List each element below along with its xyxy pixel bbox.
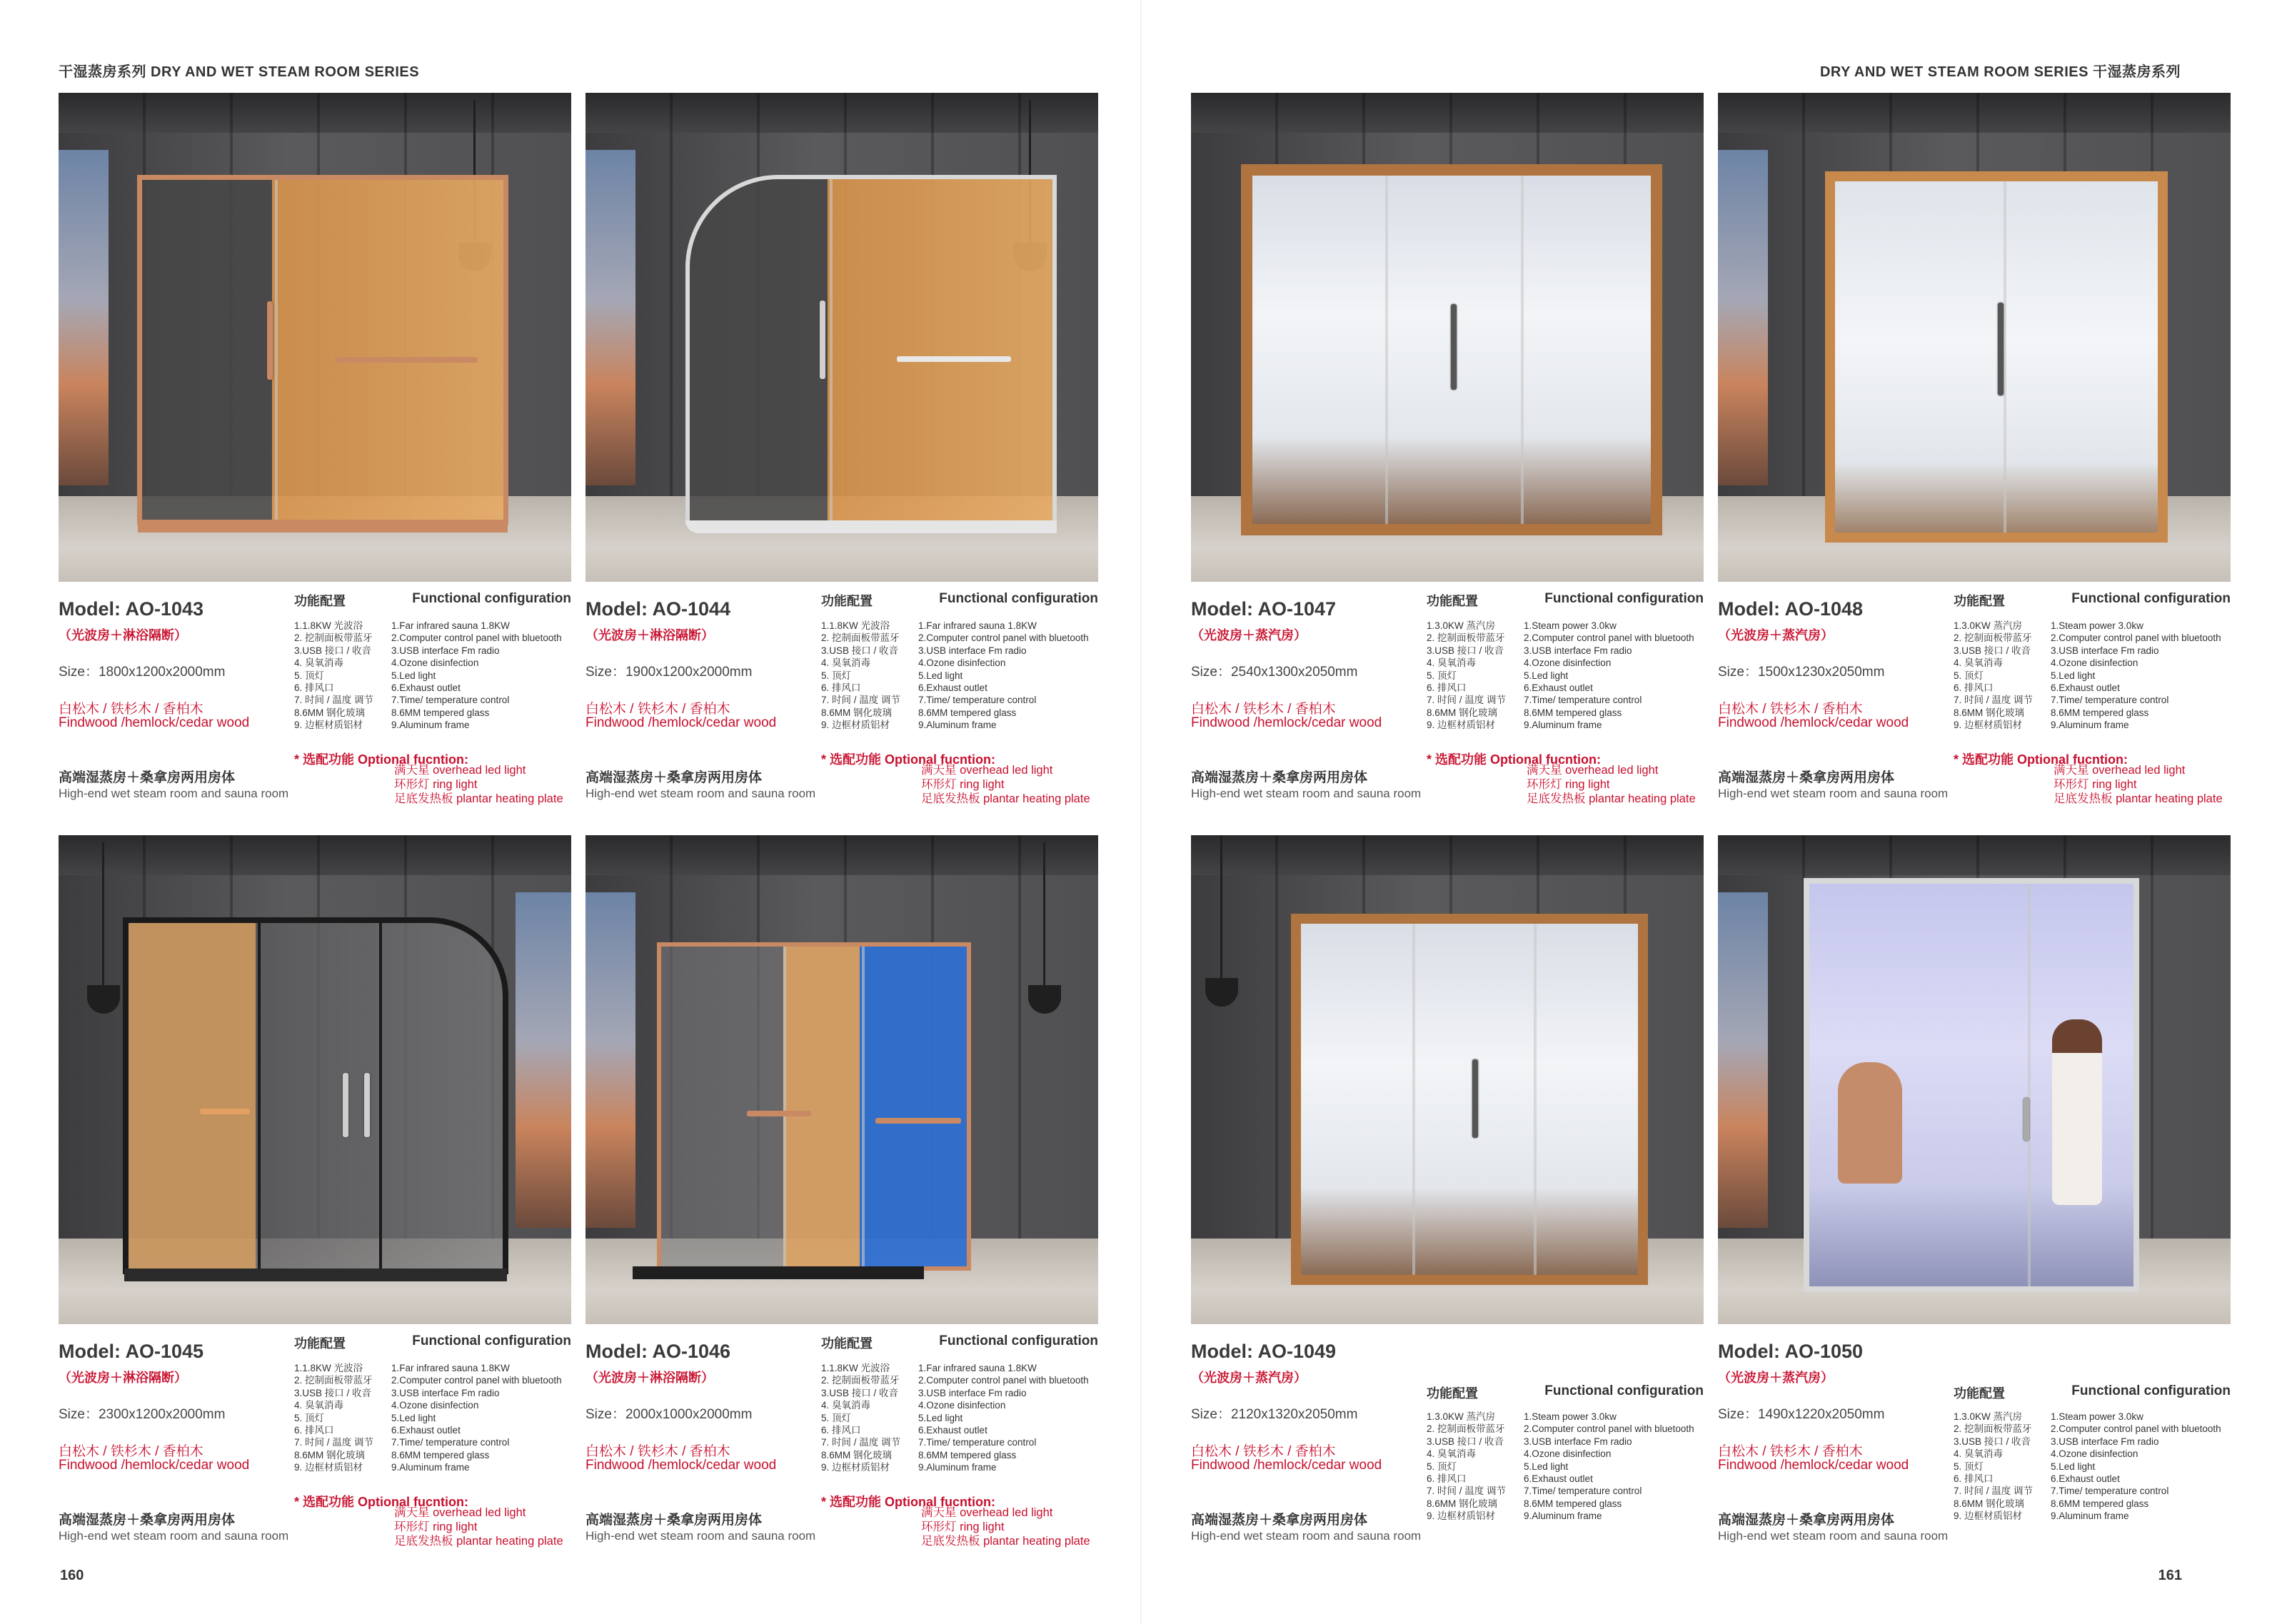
config-item: 4. 臭氧消毒: [294, 657, 344, 669]
wood-options-cn: 白松木 / 铁杉木 / 香柏木: [585, 702, 730, 717]
optional-list: [2054, 764, 2223, 806]
config-item: 7.Time/ temperature control: [2051, 1486, 2169, 1497]
config-item: 9. 边框材质铝材: [294, 1462, 363, 1473]
optional-item: 足底发热板 plantar heating plate: [394, 1534, 563, 1548]
config-item: 1.1.8KW 光波浴: [821, 620, 890, 631]
model-type: （光波房＋淋浴隔断）: [59, 628, 187, 642]
wood-options-cn: 白松木 / 铁杉木 / 香柏木: [1718, 1444, 1863, 1459]
optional-item: 环形灯 ring light: [1527, 777, 1610, 791]
optional-item: 环形灯 ring light: [394, 1520, 478, 1533]
product-card-ao-1044: [585, 93, 1098, 807]
model-title: Model: AO-1050: [1718, 1341, 1864, 1362]
wood-options-cn: 白松木 / 铁杉木 / 香柏木: [1191, 1444, 1336, 1459]
config-heading-cn: 功能配置: [1954, 1386, 2005, 1401]
room-type-cn: 高端湿蒸房＋桑拿房两用房体: [1191, 1513, 1368, 1528]
product-size: Size：1500x1230x2050mm: [1718, 665, 1885, 680]
config-item: 2.Computer control panel with bluetooth: [2051, 1423, 2221, 1435]
config-heading-cn: 功能配置: [294, 1336, 346, 1351]
config-item: 4. 臭氧消毒: [1954, 1448, 2004, 1460]
wood-options-cn: 白松木 / 铁杉木 / 香柏木: [59, 1444, 203, 1459]
wood-options-en: Findwood /hemlock/cedar wood: [1718, 715, 1909, 730]
config-heading-en: Functional configuration: [1544, 591, 1704, 606]
config-item: 1.1.8KW 光波浴: [821, 1363, 890, 1373]
config-item: 6. 排风口: [294, 682, 334, 694]
config-item: 5. 顶灯: [1954, 1461, 1984, 1472]
page-number: 160: [60, 1568, 84, 1583]
config-item: 6.Exhaust outlet: [1524, 682, 1593, 694]
optional-item: 足底发热板 plantar heating plate: [921, 1534, 1090, 1548]
optional-heading: * 选配功能 Optional fucntion:: [821, 752, 995, 767]
optional-list: [1527, 764, 1696, 806]
config-heading-en: Functional configuration: [2071, 1383, 2231, 1398]
config-list-cn: [1954, 1411, 2033, 1523]
config-item: 4.Ozone disinfection: [1524, 657, 1612, 669]
config-item: 3.USB interface Fm radio: [2051, 1436, 2159, 1447]
optional-item: 足底发热板 plantar heating plate: [394, 792, 563, 805]
config-item: 1.3.0KW 蒸汽房: [1954, 1411, 2023, 1422]
config-heading-en: Functional configuration: [412, 591, 571, 606]
person-figure: [2052, 1019, 2102, 1205]
product-card-ao-1049: [1191, 835, 1704, 1549]
config-item: 7. 时间 / 温度 调节: [821, 1437, 901, 1448]
config-item: 7.Time/ temperature control: [1524, 1486, 1642, 1497]
product-size: Size：2000x1000x2000mm: [585, 1407, 753, 1422]
optional-heading: * 选配功能 Optional fucntion:: [294, 752, 468, 767]
model-title: Model: AO-1043: [59, 598, 204, 620]
config-heading-en: Functional configuration: [2071, 591, 2231, 606]
config-list-cn: [1954, 620, 2033, 732]
config-item: 6. 排风口: [1427, 682, 1467, 694]
config-item: 8.6MM tempered glass: [1524, 1498, 1622, 1509]
optional-heading: * 选配功能 Optional fucntion:: [1427, 752, 1601, 767]
optional-item: 环形灯 ring light: [2054, 777, 2137, 791]
config-item: 3.USB 接口 / 收音: [821, 645, 899, 656]
page-right: [1141, 0, 2282, 1624]
config-list-cn: [294, 620, 373, 732]
config-list-en: [918, 1362, 1089, 1474]
product-photo: [1718, 93, 2231, 582]
config-item: 6.Exhaust outlet: [2051, 682, 2120, 694]
person-figure: [1838, 1062, 1902, 1184]
config-item: 8.6MM 钢化玻璃: [294, 1449, 366, 1461]
config-item: 9. 边框材质铝材: [1427, 720, 1496, 731]
config-item: 2.Computer control panel with bluetooth: [1524, 632, 1694, 644]
config-list-cn: [821, 1362, 900, 1474]
config-item: 8.6MM 钢化玻璃: [1427, 707, 1498, 718]
config-item: 4.Ozone disinfection: [2051, 1448, 2138, 1460]
config-item: 9.Aluminum frame: [2051, 1510, 2129, 1522]
config-item: 1.Steam power 3.0kw: [1524, 620, 1617, 631]
wood-options-en: Findwood /hemlock/cedar wood: [59, 1458, 250, 1473]
room-type-cn: 高端湿蒸房＋桑拿房两用房体: [59, 1513, 236, 1528]
config-item: 4.Ozone disinfection: [391, 657, 479, 669]
config-item: 2.Computer control panel with bluetooth: [391, 632, 562, 644]
config-item: 1.Far infrared sauna 1.8KW: [391, 1363, 510, 1373]
product-photo: [59, 835, 571, 1324]
optional-item: 满天星 overhead led light: [921, 764, 1053, 777]
config-item: 4.Ozone disinfection: [2051, 657, 2138, 669]
optional-heading: * 选配功能 Optional fucntion:: [821, 1495, 995, 1509]
config-item: 4. 臭氧消毒: [294, 1400, 344, 1411]
config-heading-cn: 功能配置: [294, 594, 346, 608]
config-item: 2. 挖制面板带蓝牙: [1954, 1423, 2032, 1435]
config-item: 5.Led light: [391, 670, 436, 681]
config-list-en: [1524, 1411, 1694, 1523]
config-item: 1.3.0KW 蒸汽房: [1954, 620, 2023, 631]
model-title: Model: AO-1046: [585, 1341, 731, 1362]
optional-list: [394, 1506, 563, 1548]
optional-heading: * 选配功能 Optional fucntion:: [1954, 752, 2128, 767]
model-title: Model: AO-1045: [59, 1341, 204, 1362]
product-card-ao-1047: [1191, 93, 1704, 807]
config-item: 5. 顶灯: [1427, 1461, 1457, 1472]
config-item: 5. 顶灯: [821, 1412, 852, 1423]
model-type: （光波房＋淋浴隔断）: [585, 628, 714, 642]
product-photo: [1191, 93, 1704, 582]
config-item: 3.USB interface Fm radio: [1524, 1436, 1632, 1447]
optional-item: 环形灯 ring light: [394, 777, 478, 791]
config-item: 2. 挖制面板带蓝牙: [1954, 632, 2032, 644]
room-type-cn: 高端湿蒸房＋桑拿房两用房体: [1718, 770, 1895, 785]
room-type-cn: 高端湿蒸房＋桑拿房两用房体: [585, 770, 763, 785]
config-item: 8.6MM tempered glass: [391, 707, 490, 718]
product-photo: [1718, 835, 2231, 1324]
config-item: 2. 挖制面板带蓝牙: [821, 632, 900, 644]
series-title: 干湿蒸房系列 DRY AND WET STEAM ROOM SERIES: [59, 64, 420, 80]
config-item: 8.6MM tempered glass: [2051, 707, 2149, 718]
model-type: （光波房＋淋浴隔断）: [59, 1371, 187, 1385]
config-item: 2. 挖制面板带蓝牙: [294, 632, 373, 644]
config-item: 3.USB interface Fm radio: [391, 645, 500, 656]
config-item: 9.Aluminum frame: [391, 1462, 470, 1473]
config-item: 2. 挖制面板带蓝牙: [1427, 1423, 1505, 1435]
config-item: 8.6MM tempered glass: [918, 1449, 1017, 1461]
config-item: 8.6MM 钢化玻璃: [1954, 707, 2025, 718]
model-title: Model: AO-1048: [1718, 598, 1864, 620]
config-item: 5.Led light: [1524, 670, 1569, 681]
config-item: 2.Computer control panel with bluetooth: [918, 1375, 1089, 1386]
optional-item: 足底发热板 plantar heating plate: [1527, 792, 1696, 805]
config-heading-en: Functional configuration: [1544, 1383, 1704, 1398]
config-item: 8.6MM tempered glass: [391, 1449, 490, 1461]
config-item: 5. 顶灯: [821, 670, 852, 681]
config-item: 5. 顶灯: [1427, 670, 1457, 681]
optional-list: [921, 1506, 1090, 1548]
config-item: 6. 排风口: [1954, 1473, 1994, 1485]
config-item: 4.Ozone disinfection: [918, 657, 1006, 669]
room-type-en: High-end wet steam room and sauna room: [1191, 787, 1422, 800]
config-item: 2.Computer control panel with bluetooth: [2051, 632, 2221, 644]
config-heading-cn: 功能配置: [821, 594, 873, 608]
config-item: 9. 边框材质铝材: [821, 1462, 890, 1473]
config-item: 4.Ozone disinfection: [918, 1400, 1006, 1411]
model-type: （光波房＋蒸汽房）: [1718, 628, 1834, 642]
config-heading-en: Functional configuration: [939, 591, 1098, 606]
room-type-en: High-end wet steam room and sauna room: [1718, 787, 1949, 800]
product-size: Size：2120x1320x2050mm: [1191, 1407, 1358, 1422]
config-item: 9. 边框材质铝材: [1954, 1510, 2023, 1522]
product-photo: [1191, 835, 1704, 1324]
config-item: 9.Aluminum frame: [918, 1462, 997, 1473]
config-item: 4. 臭氧消毒: [821, 1400, 871, 1411]
config-item: 6. 排风口: [821, 682, 861, 694]
wood-options-cn: 白松木 / 铁杉木 / 香柏木: [585, 1444, 730, 1459]
model-type: （光波房＋蒸汽房）: [1191, 1371, 1307, 1385]
config-item: 1.Far infrared sauna 1.8KW: [918, 620, 1037, 631]
config-item: 7. 时间 / 温度 调节: [1427, 695, 1507, 706]
wood-options-en: Findwood /hemlock/cedar wood: [585, 715, 777, 730]
room-type-en: High-end wet steam room and sauna room: [59, 1529, 289, 1543]
config-item: 9. 边框材质铝材: [821, 720, 890, 731]
config-item: 9. 边框材质铝材: [1954, 720, 2023, 731]
config-item: 8.6MM 钢化玻璃: [294, 707, 366, 718]
model-title: Model: AO-1044: [585, 598, 731, 620]
config-item: 7.Time/ temperature control: [918, 695, 1037, 706]
product-size: Size：1490x1220x2050mm: [1718, 1407, 1885, 1422]
room-type-en: High-end wet steam room and sauna room: [1718, 1529, 1949, 1543]
config-item: 1.1.8KW 光波浴: [294, 620, 363, 631]
config-heading-cn: 功能配置: [821, 1336, 873, 1351]
wood-options-cn: 白松木 / 铁杉木 / 香柏木: [1191, 702, 1336, 717]
optional-item: 足底发热板 plantar heating plate: [2054, 792, 2223, 805]
room-type-en: High-end wet steam room and sauna room: [585, 787, 816, 800]
wood-options-en: Findwood /hemlock/cedar wood: [1718, 1458, 1909, 1473]
optional-item: 足底发热板 plantar heating plate: [921, 792, 1090, 805]
config-item: 8.6MM tempered glass: [2051, 1498, 2149, 1509]
optional-heading: * 选配功能 Optional fucntion:: [294, 1495, 468, 1509]
config-heading-cn: 功能配置: [1427, 1386, 1478, 1401]
config-item: 6.Exhaust outlet: [1524, 1473, 1593, 1485]
room-type-en: High-end wet steam room and sauna room: [585, 1529, 816, 1543]
config-list-en: [391, 620, 562, 732]
product-size: Size：1800x1200x2000mm: [59, 665, 226, 680]
config-item: 8.6MM 钢化玻璃: [821, 1449, 893, 1461]
config-item: 1.Far infrared sauna 1.8KW: [918, 1363, 1037, 1373]
config-item: 7.Time/ temperature control: [918, 1437, 1037, 1448]
config-item: 6. 排风口: [1427, 1473, 1467, 1485]
config-item: 5.Led light: [2051, 670, 2096, 681]
product-card-ao-1045: [59, 835, 571, 1549]
room-type-cn: 高端湿蒸房＋桑拿房两用房体: [585, 1513, 763, 1528]
config-item: 3.USB 接口 / 收音: [821, 1387, 899, 1398]
config-list-en: [1524, 620, 1694, 732]
config-item: 6.Exhaust outlet: [918, 682, 987, 694]
config-item: 5.Led light: [918, 1412, 963, 1423]
product-photo: [59, 93, 571, 582]
optional-item: 满天星 overhead led light: [1527, 764, 1659, 777]
config-item: 7.Time/ temperature control: [1524, 695, 1642, 706]
config-item: 7. 时间 / 温度 调节: [294, 1437, 374, 1448]
config-item: 7. 时间 / 温度 调节: [1427, 1486, 1507, 1497]
config-item: 2.Computer control panel with bluetooth: [391, 1375, 562, 1386]
config-item: 7.Time/ temperature control: [391, 695, 510, 706]
config-item: 9. 边框材质铝材: [1427, 1510, 1496, 1522]
config-item: 5. 顶灯: [1954, 670, 1984, 681]
config-item: 9.Aluminum frame: [391, 720, 470, 731]
config-item: 2. 挖制面板带蓝牙: [294, 1375, 373, 1386]
config-item: 7. 时间 / 温度 调节: [1954, 1486, 2034, 1497]
config-list-en: [2051, 620, 2221, 732]
config-item: 1.Steam power 3.0kw: [1524, 1411, 1617, 1422]
config-item: 1.Steam power 3.0kw: [2051, 620, 2143, 631]
config-list-cn: [821, 620, 900, 732]
product-size: Size：2540x1300x2050mm: [1191, 665, 1358, 680]
config-item: 9.Aluminum frame: [1524, 720, 1602, 731]
config-item: 1.3.0KW 蒸汽房: [1427, 1411, 1496, 1422]
product-card-ao-1043: [59, 93, 571, 807]
config-item: 8.6MM 钢化玻璃: [1954, 1498, 2025, 1509]
config-item: 1.1.8KW 光波浴: [294, 1363, 363, 1373]
optional-item: 满天星 overhead led light: [921, 1506, 1053, 1519]
config-item: 8.6MM tempered glass: [1524, 707, 1622, 718]
config-item: 7.Time/ temperature control: [391, 1437, 510, 1448]
config-item: 7. 时间 / 温度 调节: [821, 695, 901, 706]
model-type: （光波房＋淋浴隔断）: [585, 1371, 714, 1385]
optional-item: 环形灯 ring light: [921, 777, 1005, 791]
wood-options-en: Findwood /hemlock/cedar wood: [1191, 715, 1382, 730]
wood-options-cn: 白松木 / 铁杉木 / 香柏木: [59, 702, 203, 717]
config-item: 5. 顶灯: [294, 1412, 325, 1423]
config-heading-en: Functional configuration: [412, 1333, 571, 1348]
config-item: 3.USB interface Fm radio: [1524, 645, 1632, 656]
config-item: 3.USB interface Fm radio: [918, 645, 1027, 656]
config-item: 4.Ozone disinfection: [391, 1400, 479, 1411]
optional-item: 满天星 overhead led light: [394, 1506, 526, 1519]
model-type: （光波房＋蒸汽房）: [1191, 628, 1307, 642]
config-list-en: [391, 1362, 562, 1474]
config-item: 3.USB 接口 / 收音: [294, 1387, 372, 1398]
config-heading-cn: 功能配置: [1427, 594, 1478, 608]
model-title: Model: AO-1047: [1191, 598, 1337, 620]
config-item: 5.Led light: [391, 1412, 436, 1423]
optional-item: 环形灯 ring light: [921, 1520, 1005, 1533]
config-item: 4. 臭氧消毒: [1954, 657, 2004, 669]
config-item: 2.Computer control panel with bluetooth: [918, 632, 1089, 644]
config-item: 4. 臭氧消毒: [1427, 657, 1477, 669]
config-item: 7. 时间 / 温度 调节: [294, 695, 374, 706]
config-item: 7. 时间 / 温度 调节: [1954, 695, 2034, 706]
series-title: DRY AND WET STEAM ROOM SERIES 干湿蒸房系列: [1819, 64, 2181, 80]
product-card-ao-1050: [1718, 835, 2231, 1549]
config-list-cn: [294, 1362, 373, 1474]
config-item: 9.Aluminum frame: [1524, 1510, 1602, 1522]
product-photo: [585, 835, 1098, 1324]
room-type-cn: 高端湿蒸房＋桑拿房两用房体: [1718, 1513, 1895, 1528]
config-list-en: [2051, 1411, 2221, 1523]
config-item: 8.6MM tempered glass: [918, 707, 1017, 718]
wood-options-en: Findwood /hemlock/cedar wood: [1191, 1458, 1382, 1473]
optional-list: [394, 764, 563, 806]
product-card-ao-1046: [585, 835, 1098, 1549]
config-item: 3.USB 接口 / 收音: [1954, 645, 2031, 656]
config-item: 9.Aluminum frame: [2051, 720, 2129, 731]
config-item: 1.Far infrared sauna 1.8KW: [391, 620, 510, 631]
product-card-ao-1048: [1718, 93, 2231, 807]
config-heading-en: Functional configuration: [939, 1333, 1098, 1348]
config-item: 6.Exhaust outlet: [391, 1425, 461, 1436]
config-item: 3.USB 接口 / 收音: [1954, 1436, 2031, 1447]
config-item: 9. 边框材质铝材: [294, 720, 363, 731]
config-item: 3.USB 接口 / 收音: [1427, 1436, 1504, 1447]
config-item: 6.Exhaust outlet: [918, 1425, 987, 1436]
config-heading-cn: 功能配置: [1954, 594, 2005, 608]
wood-options-en: Findwood /hemlock/cedar wood: [585, 1458, 777, 1473]
config-item: 8.6MM 钢化玻璃: [821, 707, 893, 718]
config-item: 5.Led light: [1524, 1461, 1569, 1472]
model-title: Model: AO-1049: [1191, 1341, 1337, 1362]
config-item: 1.3.0KW 蒸汽房: [1427, 620, 1496, 631]
config-item: 5.Led light: [2051, 1461, 2096, 1472]
product-size: Size：2300x1200x2000mm: [59, 1407, 226, 1422]
config-item: 8.6MM 钢化玻璃: [1427, 1498, 1498, 1509]
optional-list: [921, 764, 1090, 806]
config-item: 1.Steam power 3.0kw: [2051, 1411, 2143, 1422]
room-type-en: High-end wet steam room and sauna room: [59, 787, 289, 800]
config-item: 2. 挖制面板带蓝牙: [821, 1375, 900, 1386]
config-item: 4. 臭氧消毒: [1427, 1448, 1477, 1460]
config-item: 2.Computer control panel with bluetooth: [1524, 1423, 1694, 1435]
config-item: 3.USB interface Fm radio: [2051, 645, 2159, 656]
optional-item: 满天星 overhead led light: [2054, 764, 2186, 777]
config-item: 6.Exhaust outlet: [2051, 1473, 2120, 1485]
product-photo: [585, 93, 1098, 582]
config-item: 3.USB interface Fm radio: [918, 1387, 1027, 1398]
config-item: 5. 顶灯: [294, 670, 325, 681]
config-item: 6. 排风口: [294, 1425, 334, 1436]
product-size: Size：1900x1200x2000mm: [585, 665, 753, 680]
model-type: （光波房＋蒸汽房）: [1718, 1371, 1834, 1385]
config-item: 4.Ozone disinfection: [1524, 1448, 1612, 1460]
config-item: 9.Aluminum frame: [918, 720, 997, 731]
config-list-cn: [1427, 620, 1506, 732]
wood-options-en: Findwood /hemlock/cedar wood: [59, 715, 250, 730]
config-item: 7.Time/ temperature control: [2051, 695, 2169, 706]
config-item: 5.Led light: [918, 670, 963, 681]
page-number: 161: [2158, 1568, 2182, 1583]
config-item: 3.USB interface Fm radio: [391, 1387, 500, 1398]
room-type-cn: 高端湿蒸房＋桑拿房两用房体: [59, 770, 236, 785]
room-type-cn: 高端湿蒸房＋桑拿房两用房体: [1191, 770, 1368, 785]
config-item: 3.USB 接口 / 收音: [1427, 645, 1504, 656]
config-item: 4. 臭氧消毒: [821, 657, 871, 669]
config-item: 6.Exhaust outlet: [391, 682, 461, 694]
optional-item: 满天星 overhead led light: [394, 764, 526, 777]
wood-options-cn: 白松木 / 铁杉木 / 香柏木: [1718, 702, 1863, 717]
config-item: 2. 挖制面板带蓝牙: [1427, 632, 1505, 644]
config-list-cn: [1427, 1411, 1506, 1523]
room-type-en: High-end wet steam room and sauna room: [1191, 1529, 1422, 1543]
config-item: 6. 排风口: [821, 1425, 861, 1436]
config-item: 6. 排风口: [1954, 682, 1994, 694]
config-list-en: [918, 620, 1089, 732]
config-item: 3.USB 接口 / 收音: [294, 645, 372, 656]
